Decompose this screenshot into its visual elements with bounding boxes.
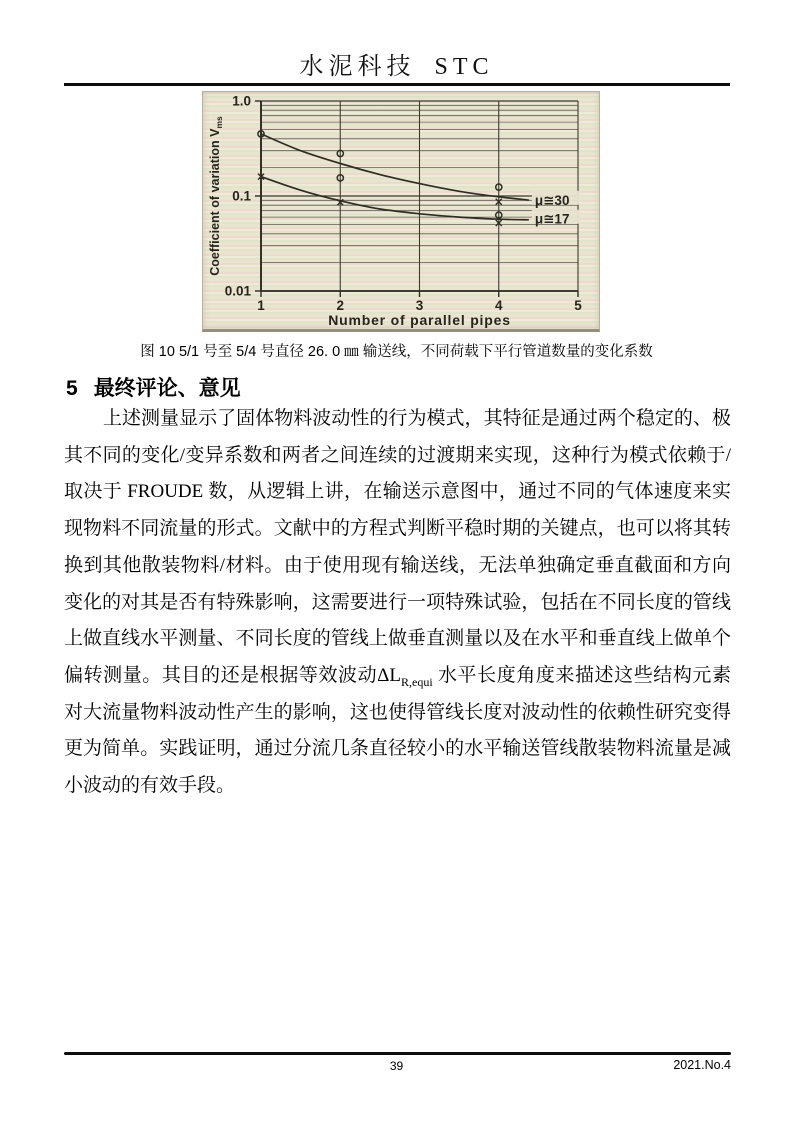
paragraph-part2: 水平长度角度来描述这些结构元素对大流量物料波动性产生的影响，这也使得管线长度对波动性的依赖性研究变得更为简单。实践证明，通过分流几条直径较小的水平输送管线散装物料流量是减小波动的有效手段。 [64, 664, 731, 797]
y-tick-label: 0.01 [224, 283, 251, 299]
paragraph-part1: 上述测量显示了固体物料波动性的行为模式，其特征是通过两个稳定的、极其不同的变化/变异系数和两者之间连续的过渡期来实现，这种行为模式依赖于/取决于 FROUDE 数，从逻辑上讲，在输送示意图中，通过不同的气体速度来实现物料不同流量的形式。文献中的方程式判断平稳时期的关键点，也可以将其转换到其他散装物料/材料。由于使用现有输送线，无法单独确定垂直截面和方向变化的对其是否有特殊影响，这需要进行一项特殊试验，包括在不同长度的管线上做直线水平测量、不同长度的管线上做垂直测量以及在水平和垂直线上做单个偏转测量。其目的还是根据等效波动ΔL [64, 408, 731, 686]
section-title: 最终评论、意见 [93, 377, 241, 400]
figure-10-chart [202, 91, 600, 332]
footer-page-number: 39 [389, 1059, 404, 1073]
x-tick-label: 3 [415, 298, 424, 313]
footer-rule [64, 1052, 731, 1055]
footer-issue: 2021.No.4 [673, 1058, 731, 1072]
chart-svg [203, 92, 599, 329]
header-rule [64, 83, 730, 86]
section-heading [66, 372, 241, 402]
series-curve-1 [261, 177, 529, 220]
series-label-0: μ≅30 [534, 192, 570, 208]
figure-caption: 图 10 5/1 号至 5/4 号直径 26. 0 ㎜ 输送线，不同荷载下平行管道数量的变化系数 [140, 344, 653, 360]
journal-header-title: 水泥科技 STC [299, 54, 494, 80]
paragraph-subscript: R,equi [400, 674, 433, 689]
y-axis-title: Coefficient of variation $V_{ms}$ [208, 116, 224, 276]
chart-curves [261, 134, 529, 220]
y-tick-label: 1.0 [232, 93, 251, 109]
y-tick-label: 0.1 [232, 188, 251, 204]
x-tick-label: 4 [494, 298, 503, 313]
x-tick-label: 2 [336, 298, 345, 313]
chart-gridlines [261, 101, 578, 291]
section-number: 5 [66, 377, 78, 400]
chart-markers [258, 131, 502, 226]
series-label-1: μ≅17 [534, 211, 570, 227]
x-tick-label: 1 [257, 298, 265, 313]
body-paragraph [64, 401, 731, 805]
x-tick-label: 5 [574, 298, 582, 313]
x-axis-title: Number of parallel pipes [328, 312, 511, 328]
